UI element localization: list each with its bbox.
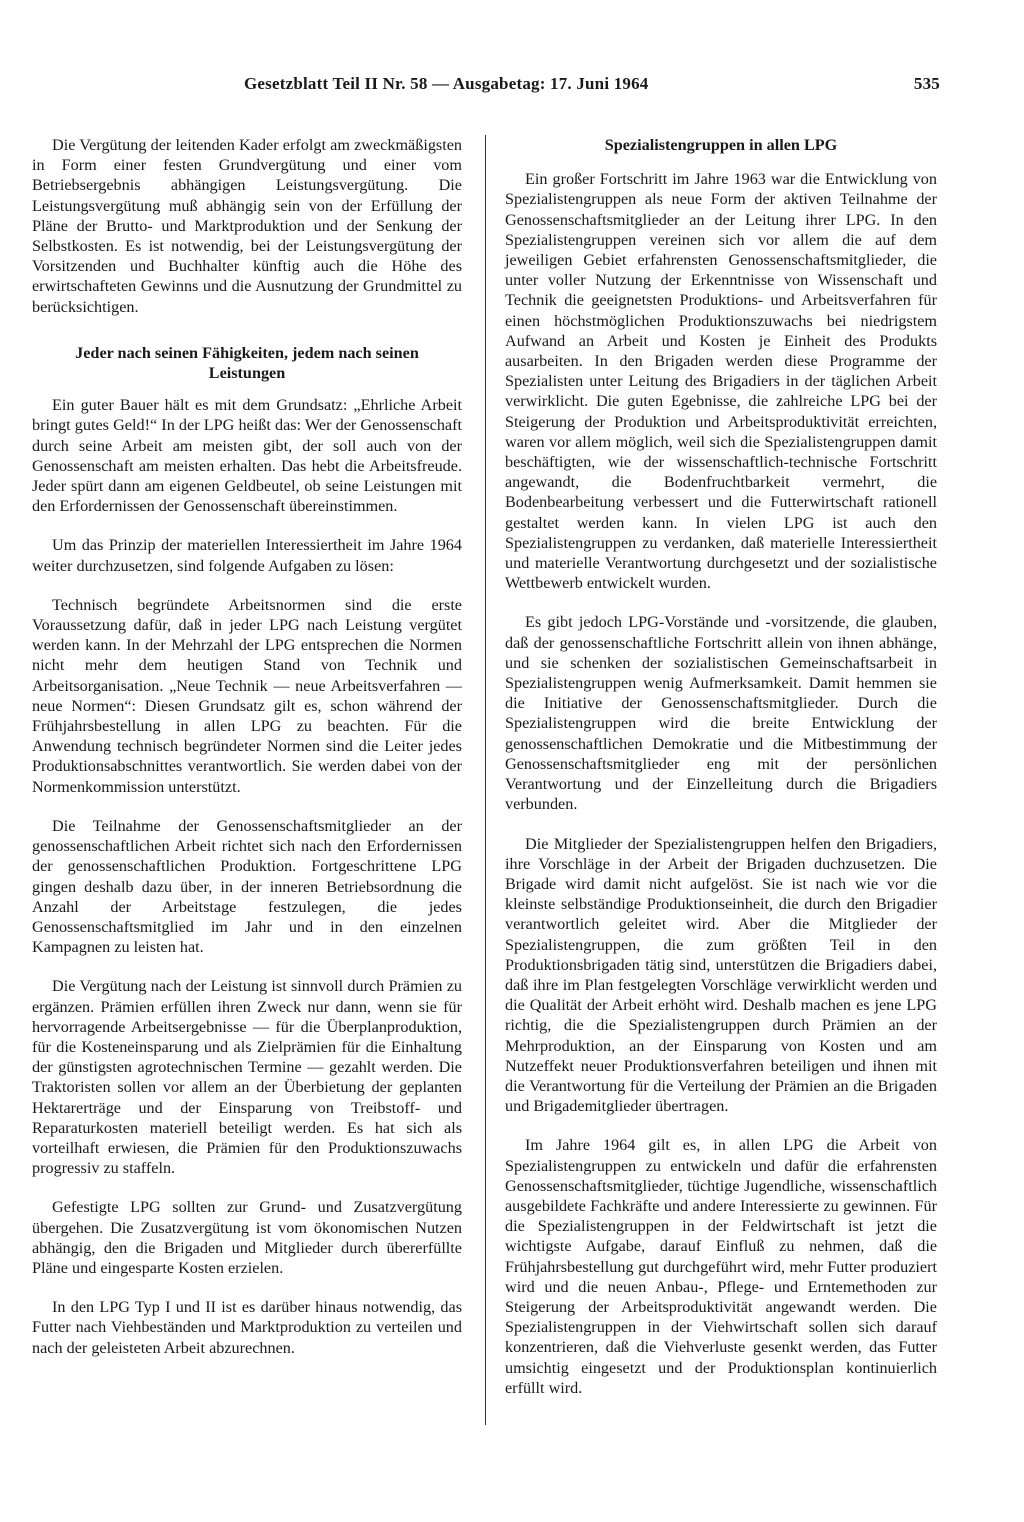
left-column <box>32 135 462 1377</box>
page-number: 535 <box>913 74 940 93</box>
paragraph: Die Vergütung der leitenden Kader erfolgt am zweckmäßigsten in Form einer festen Grundvergütung und einer vom Betriebsergebnis abhängigen Leistungsvergütung. Die Leistungsvergütung muß abhängig sein von der Erfüllung der Pläne der Brutto- und Marktproduktion und der Senkung der Selbstkosten. Es ist notwendig, bei der Leistungsvergütung der Vorsitzenden und Buchhalter künftig auch die Höhe des erwirtschafteten Gewinns und die Ausnutzung der Grundmittel zu berücksichtigen. <box>32 136 462 316</box>
right-column <box>505 135 937 1417</box>
header-title: Gesetzblatt Teil II Nr. 58 — Ausgabetag: 17. Juni 1964 <box>244 74 649 93</box>
paragraph: Um das Prinzip der materiellen Interessiertheit im Jahre 1964 weiter durchzusetzen, sind folgende Aufgaben zu lösen: <box>32 536 462 575</box>
paragraph: Ein guter Bauer hält es mit dem Grundsatz: „Ehrliche Arbeit bringt gutes Geld!“ In der LPG heißt das: Wer der Genossenschaft durch seine Arbeit am meisten gibt, der soll auch von der Genossenschaft am meisten erhalten. Das hebt die Arbeitsfreude. Jeder spürt dann am eigenen Geldbeutel, ob seine Leistungen mit den Erfordernissen der Genossenschaft übereinstimmen. <box>32 396 462 516</box>
column-divider <box>485 135 486 1425</box>
paragraph: Die Mitglieder der Spezialistengruppen helfen den Brigadiers, ihre Vorschläge in der Arbeit der Brigaden duchzusetzen. Die Brigade wird damit nicht aufgelöst. Sie ist nach wie vor die kleinste selbständige Produktionseinheit, die durch den Brigadier verantwortlich geleitet wird. Aber die Mitglieder der Spezialistengruppen, die zum größten Teil in den Produktionsbrigaden tätig sind, unterstützen die Brigadiers dabei, daß ihre im Plan festgelegten Vorschläge verwirklicht werden und die Qualität der Arbeit erhöht wird. Deshalb machen es jene LPG richtig, die die Spezialistengruppen durch Prämien an der Mehrproduktion, an der Einsparung von Kosten und am Nutzeffekt neuer Produktionsverfahren beteiligen und ihnen mit die Verantwortung für die Verteilung der Prämien an die Brigaden und Brigademitglieder übertragen. <box>505 834 937 1116</box>
paragraph: Gefestigte LPG sollten zur Grund- und Zusatzvergütung übergehen. Die Zusatzvergütung ist vom ökonomischen Nutzen abhängig, den die Brigaden und Mitglieder durch übererfüllte Pläne und eingesparte Kosten erzielen. <box>32 1198 462 1277</box>
paragraph: Im Jahre 1964 gilt es, in allen LPG die Arbeit von Spezialistengruppen zu entwickeln und dafür die erfahrensten Genossenschaftsmitglieder, tüchtige Jugendliche, wissenschaftlich ausgebildete Fachkräfte und andere Interessierte zu gewinnen. Für die Spezialistengruppen in der Feldwirtschaft ist jetzt die wichtigste Aufgabe, darauf Einfluß zu nehmen, daß die Frühjahrsbestellung gut durchgeführt wird, mehr Futter produziert wird und die neuen Anbau-, Pflege- und Erntemethoden zur Steigerung der Arbeitsproduktivität angewandt werden. Die Spezialistengruppen in der Viehwirtschaft sollen sich darauf konzentrieren, daß die Viehverluste gesenkt werden, das Futter umsichtig eingesetzt und der Produktionsplan kontinuierlich erfüllt wird. <box>505 1136 937 1397</box>
paragraph: Technisch begründete Arbeitsnormen sind die erste Voraussetzung dafür, daß in jeder LPG nach Leistung vergütet werden kann. In der Mehrzahl der LPG entsprechen die Normen nicht mehr dem heutigen Stand von Technik und Arbeitsorganisation. „Neue Technik — neue Arbeitsverfahren — neue Normen“: Diesen Grundsatz gilt es, schon während der Frühjahrsbestellung in allen LPG zu beachten. Für die Anwendung technisch begründeter Normen sind die Leiter jedes Produktionsabschnittes verantwortlich. Sie werden dabei von der Normenkommission unterstützt. <box>32 595 462 796</box>
paragraph: In den LPG Typ I und II ist es darüber hinaus notwendig, das Futter nach Viehbeständen und Marktproduktion zu verteilen und nach der geleisteten Arbeit abzurechnen. <box>32 1298 462 1357</box>
paragraph: Ein großer Fortschritt im Jahre 1963 war die Entwicklung von Spezialistengruppen als neue Form der aktiven Teilnahme der Genossenschaftsmitglieder an der Leitung ihrer LPG. In den Spezialistengruppen vereinen sich vor allem die auf dem jeweiligen Gebiet erfahrensten Genossenschaftsmitglieder, die unter voller Nutzung der Erkenntnisse von Wissenschaft und Technik die geeignetsten Produktions- und Arbeitsverfahren für einen höchstmöglichen Produktionszuwachs bei niedrigstem Aufwand an Arbeit und Kosten je Einheit des Produkts ausarbeiten. In den Brigaden werden diese Programme der Spezialisten unter Leitung des Brigadiers in der täglichen Arbeit verwirklicht. Die guten Egebnisse, die zahlreiche LPG bei der Steigerung der Produktion und Arbeitsproduktivität erreichten, waren vor allem möglich, weil sich die Spezialistengruppen damit beschäftigten, wie der wissenschaftlich-technische Fortschritt angewandt, die Bodenfruchtbarkeit vermehrt, die Bodenbearbeitung verbessert und die Futterwirtschaft rationell gestaltet werden kann. In vielen LPG ist auch den Spezialistengruppen zu verdanken, daß materielle Interessiertheit und materielle Verantwortung durchgesetzt und der sozialistische Wettbewerb entwickelt wurden. <box>505 170 937 593</box>
paragraph: Die Vergütung nach der Leistung ist sinnvoll durch Prämien zu ergänzen. Prämien erfüllen ihren Zweck nur dann, wenn sie für hervorragende Arbeitsergebnisse — für die Überplanproduktion, für die Kosteneinsparung und als Zielprämien für die Einhaltung der günstigsten agrotechnischen Termine — gezahlt werden. Die Traktoristen sollen vor allem an der Überbietung der geplanten Hektarerträge und der Einsparung von Treibstoff- und Reparaturkosten materiell beteiligt werden. Es hat sich als vorteilhaft erwiesen, die Prämien für den Produktionszuwachs progressiv zu staffeln. <box>32 977 462 1178</box>
section-heading: Jeder nach seinen Fähigkeiten, jedem nach seinen Leistungen <box>75 343 419 383</box>
page-header <box>244 74 964 104</box>
section-heading: Spezialistengruppen in allen LPG <box>604 136 838 154</box>
paragraph: Es gibt jedoch LPG-Vorstände und -vorsitzende, die glauben, daß der genossenschaftliche Fortschritt allein von ihnen abhänge, und sie schenken der sozialistischen Gemeinschaftsarbeit in Spezialistengruppen wenig Aufmerksamkeit. Damit hemmen sie die Initiative der Genossenschaftsmitglieder. Durch die Spezialistengruppen wird die breite Entwicklung der genossenschaftlichen Demokratie und die Mitbestimmung der Genossenschaftsmitglieder eng mit der persönlichen Verantwortung und der Einzelleitung durch die Brigadiers verbunden. <box>505 613 937 814</box>
paragraph: Die Teilnahme der Genossenschaftsmitglieder an der genossenschaftlichen Arbeit richtet sich nach den Erfordernissen der genossenschaftlichen Produktion. Fortgeschrittene LPG gingen deshalb dazu über, in der inneren Betriebsordnung die Anzahl der Arbeitstage festzulegen, die jedes Genossenschaftsmitglied im Jahr und in den einzelnen Kampagnen zu leisten hat. <box>32 816 462 957</box>
